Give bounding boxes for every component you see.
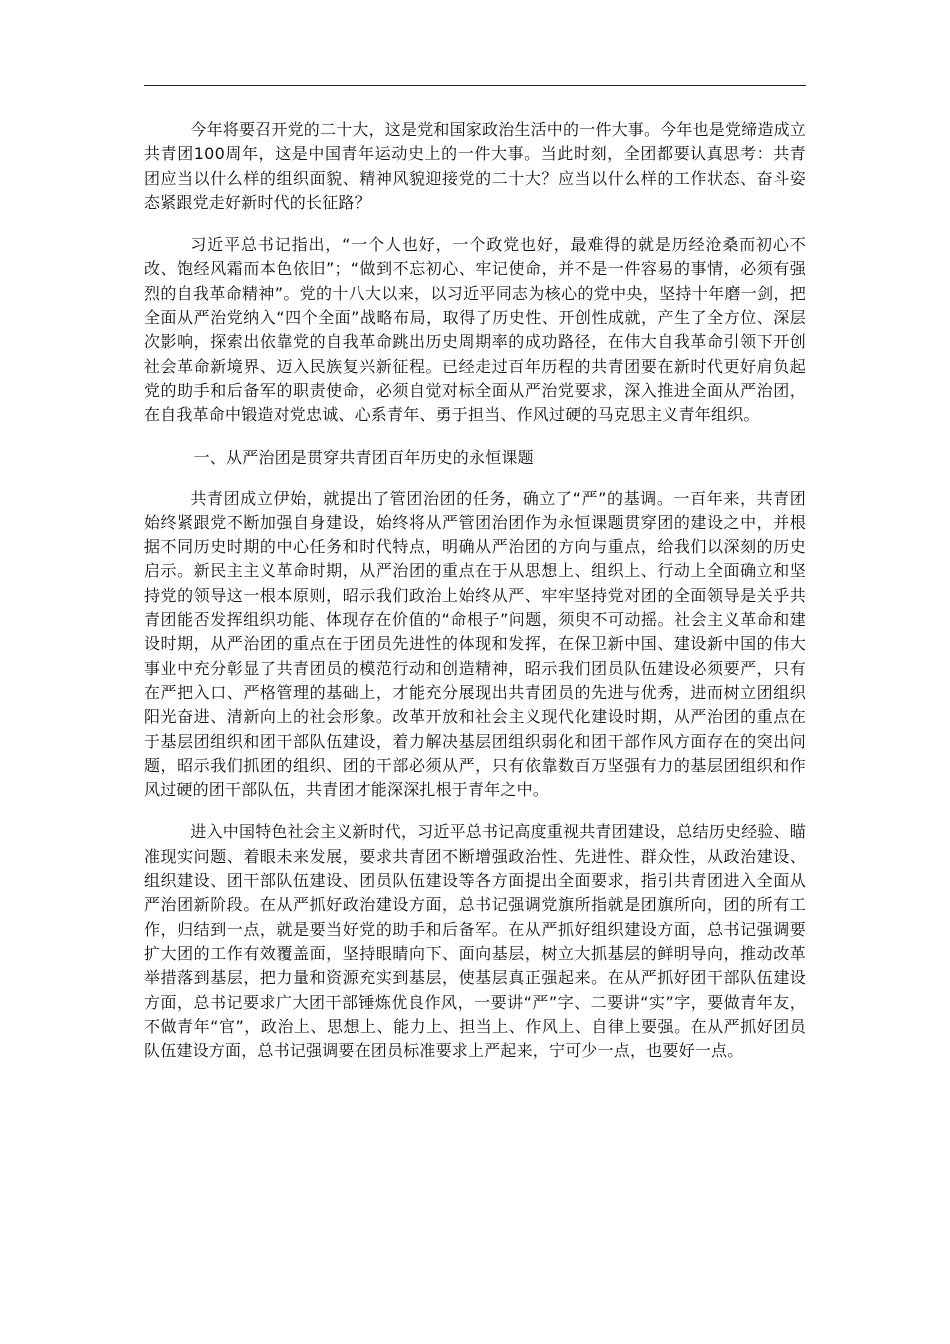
paragraph-section-1: 共青团成立伊始，就提出了管团治团的任务，确立了“严”的基调。一百年来，共青团始终紧跟党不断加强自身建设，始终将从严管团治团作为永恒课题贯穿团的建设之中，并根据不同历史时期的中心任务和时代特点，明确从严治团的方向与重点，给我们以深刻的历史启示。新民主主义革命时期，从严治团的重点在于从思想上、组织上、行动上全面确立和坚持党的领导这一根本原则，昭示我们政治上始终从严、牢牢坚持党对团的全面领导是关乎共青团能否发挥组织功能、体现存在价值的“命根子”问题，须臾不可动摇。社会主义革命和建设时期，从严治团的重点在于团员先进性的体现和发挥，在保卫新中国、建设新中国的伟大事业中充分彰显了共青团员的模范行动和创造精神，昭示我们团员队伍建设必须要严，只有在严把入口、严格管理的基础上，才能充分展现出共青团员的先进与优秀，进而树立团组织阳光奋进、清新向上的社会形象。改革开放和社会主义现代化建设时期，从严治团的重点在于基层团组织和团干部队伍建设，着力解决基层团组织弱化和团干部作风方面存在的突出问题，昭示我们抓团的组织、团的干部必须从严，只有依靠数百万坚强有力的基层团组织和作风过硬的团干部队伍，共青团才能深深扎根于青年之中。 xyxy=(144,488,806,800)
document-body xyxy=(144,118,806,1081)
paragraph-intro-2: 习近平总书记指出，“一个人也好，一个政党也好，最难得的就是历经沧桑而初心不改、饱经风霜而本色依旧”；“做到不忘初心、牢记使命，并不是一件容易的事情，必须有强烈的自我革命精神”。党的十八大以来，以习近平同志为核心的党中央，坚持十年磨一剑，把全面从严治党纳入“四个全面”战略布局，取得了历史性、开创性成就，产生了全方位、深层次影响，探索出依靠党的自我革命跳出历史周期率的成功路径，在伟大自我革命引领下开创社会革命新境界、迈入民族复兴新征程。已经走过百年历程的共青团要在新时代更好肩负起党的助手和后备军的职责使命，必须自觉对标全面从严治党要求，深入推进全面从严治团，在自我革命中锻造对党忠诚、心系青年、勇于担当、作风过硬的马克思主义青年组织。 xyxy=(144,235,806,425)
section-heading: 一、从严治团是贯穿共青团百年历史的永恒课题 xyxy=(193,447,534,467)
header-rule xyxy=(144,85,806,86)
paragraph-intro-1: 今年将要召开党的二十大，这是党和国家政治生活中的一件大事。今年也是党缔造成立共青团100周年，这是中国青年运动史上的一件大事。当此时刻，全团都要认真思考：共青团应当以什么样的组织面貌、精神风貌迎接党的二十大？应当以什么样的工作状态、奋斗姿态紧跟党走好新时代的长征路？ xyxy=(144,120,806,212)
paragraph-section-2: 进入中国特色社会主义新时代，习近平总书记高度重视共青团建设，总结历史经验、瞄准现实问题、着眼未来发展，要求共青团不断增强政治性、先进性、群众性，从政治建设、组织建设、团干部队伍建设、团员队伍建设等各方面提出全面要求，指引共青团进入全面从严治团新阶段。在从严抓好政治建设方面，总书记强调党旗所指就是团旗所向，团的所有工作，归结到一点，就是要当好党的助手和后备军。在从严抓好组织建设方面，总书记强调要扩大团的工作有效覆盖面，坚持眼睛向下、面向基层，树立大抓基层的鲜明导向，推动改革举措落到基层，把力量和资源充实到基层，使基层真正强起来。在从严抓好团干部队伍建设方面，总书记要求广大团干部锤炼优良作风，一要讲“严”字、二要讲“实”字，要做青年友，不做青年“官”，政治上、思想上、能力上、担当上、作风上、自律上要强。在从严抓好团员队伍建设方面，总书记强调要在团员标准要求上严起来，宁可少一点，也要好一点。 xyxy=(144,822,806,1061)
